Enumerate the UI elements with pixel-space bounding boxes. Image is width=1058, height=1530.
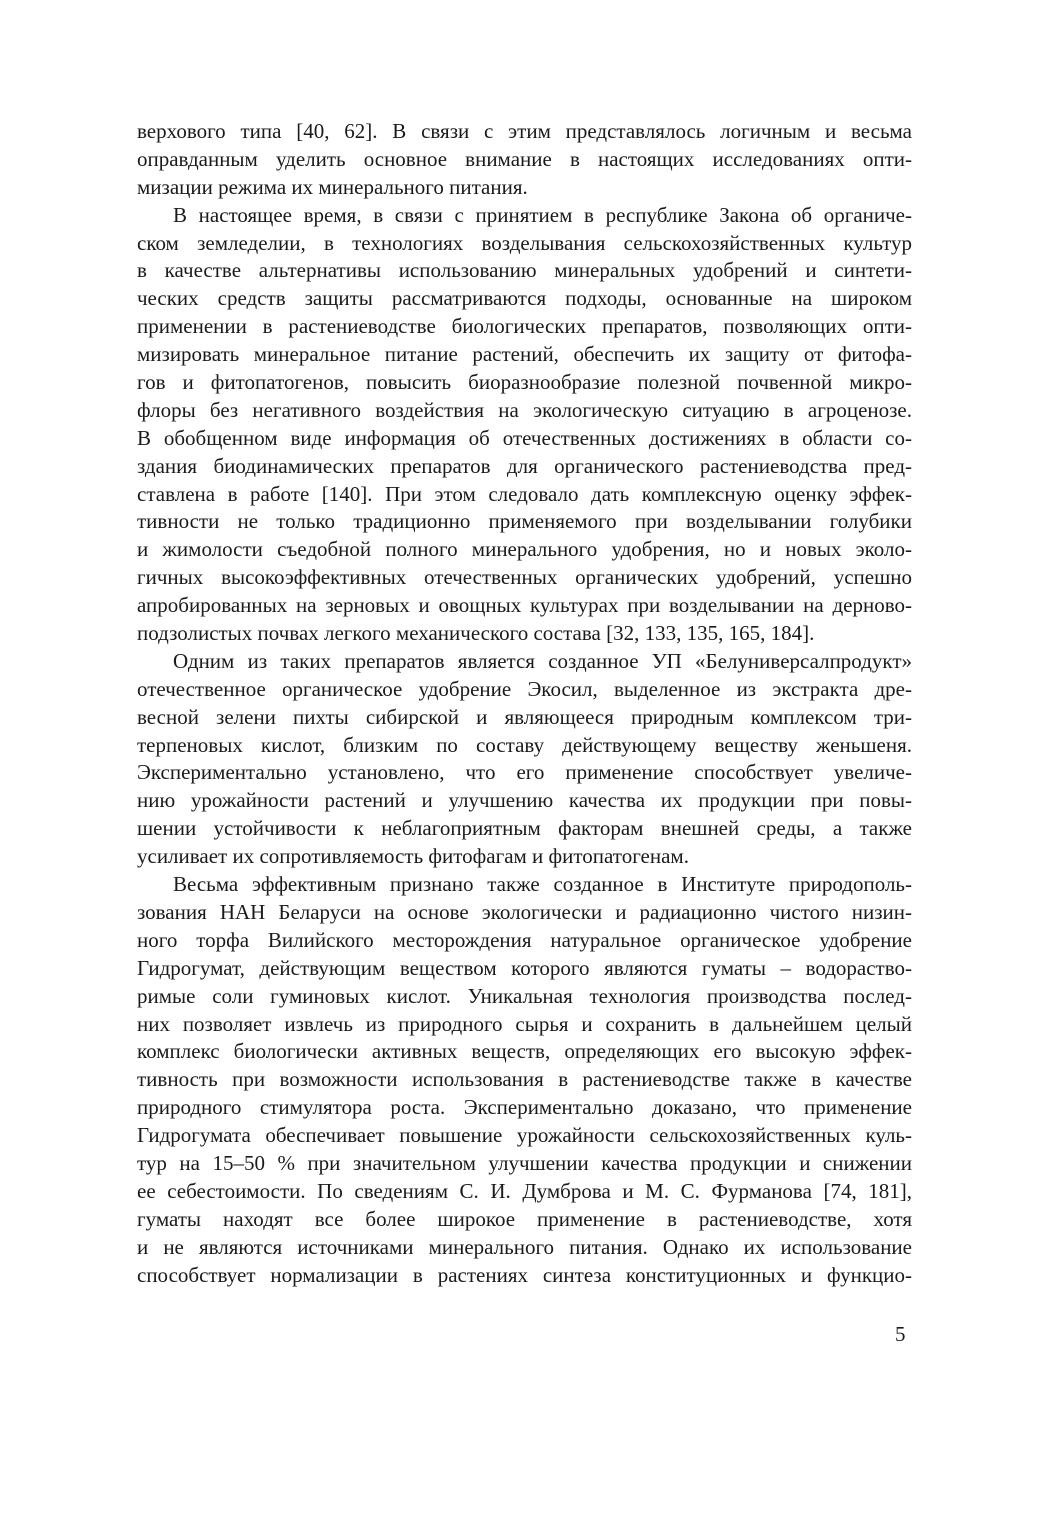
text-line: них позволяет извлечь из природного сырья и сохранить в дальнейшем целый xyxy=(137,1011,912,1036)
text-line: ческих средств защиты рассматриваются подходы, основанные на широком xyxy=(137,286,912,311)
text-line: и не являются источниками минерального питания. Однако их использование xyxy=(137,1234,912,1259)
paragraph xyxy=(137,648,912,871)
text-line: мизации режима их минерального питания. xyxy=(137,174,528,199)
text-line: В настоящее время, в связи с принятием в республике Закона об органиче- xyxy=(173,202,912,227)
text-line: ного торфа Вилийского месторождения натуральное органическое удобрение xyxy=(137,927,912,952)
text-line: римые соли гуминовых кислот. Уникальная технология производства послед- xyxy=(137,983,912,1008)
text-line: усиливает их сопротивляемость фитофагам и фитопатогенам. xyxy=(137,844,689,869)
text-line: применении в растениеводстве биологических препаратов, позволяющих опти- xyxy=(137,314,912,339)
text-line: гичных высокоэффективных отечественных органических удобрений, успешно xyxy=(137,565,912,590)
text-line: В обобщенном виде информация об отечественных достижениях в области со- xyxy=(137,425,912,450)
text-line: терпеновых кислот, близким по составу действующему веществу женьшеня. xyxy=(137,732,912,757)
body-text xyxy=(137,118,912,1289)
text-line: Весьма эффективным признано также созданное в Институте природополь- xyxy=(173,872,912,897)
text-line: шении устойчивости к неблагоприятным факторам внешней среды, а также xyxy=(137,816,912,841)
text-line: зования НАН Беларуси на основе экологически и радиационно чистого низин- xyxy=(137,899,912,924)
text-line: нию урожайности растений и улучшению качества их продукции при повы- xyxy=(137,788,912,813)
page-number: 5 xyxy=(895,1322,906,1346)
text-line: гов и фитопатогенов, повысить биоразнообразие полезной почвенной микро- xyxy=(137,370,912,395)
text-line: тур на 15–50 % при значительном улучшении качества продукции и снижении xyxy=(137,1150,912,1175)
text-line: ее себестоимости. По сведениям С. И. Думброва и М. С. Фурманова [74, 181], xyxy=(137,1178,912,1203)
text-line: подзолистых почвах легкого механического состава [32, 133, 135, 165, 184]. xyxy=(137,621,815,646)
text-line: Экспериментально установлено, что его применение способствует увеличе- xyxy=(137,760,912,785)
text-line: отечественное органическое удобрение Экосил, выделенное из экстракта дре- xyxy=(137,676,912,701)
text-line: верхового типа [40, 62]. В связи с этим представлялось логичным и весьма xyxy=(137,119,912,143)
text-line: способствует нормализации в растениях синтеза конституционных и функцио- xyxy=(137,1262,912,1287)
text-line: тивность при возможности использования в растениеводстве также в качестве xyxy=(137,1067,912,1092)
text-line: Гидрогумата обеспечивает повышение урожайности сельскохозяйственных куль- xyxy=(137,1123,912,1148)
text-line: и жимолости съедобной полного минерального удобрения, но и новых эколо- xyxy=(137,537,912,562)
paragraph xyxy=(137,118,912,202)
text-line: апробированных на зерновых и овощных культурах при возделывании на дерново- xyxy=(137,593,912,618)
text-line: тивности не только традиционно применяемого при возделывании голубики xyxy=(137,509,912,534)
text-line: природного стимулятора роста. Экспериментально доказано, что применение xyxy=(137,1095,912,1120)
text-line: оправданным уделить основное внимание в настоящих исследованиях опти- xyxy=(137,146,912,171)
text-line: Одним из таких препаратов является созданное УП «Белуниверсалпродукт» xyxy=(173,648,912,673)
text-line: комплекс биологически активных веществ, определяющих его высокую эффек- xyxy=(137,1039,912,1064)
text-line: ском земледелии, в технологиях возделывания сельскохозяйственных культур xyxy=(137,230,912,255)
text-line: ставлена в работе [140]. При этом следовало дать комплексную оценку эффек- xyxy=(137,481,912,506)
text-line: в качестве альтернативы использованию минеральных удобрений и синтети- xyxy=(137,258,912,283)
text-line: Гидрогумат, действующим веществом которого являются гуматы – водораство- xyxy=(137,955,912,980)
paragraph xyxy=(137,202,912,648)
text-line: флоры без негативного воздействия на экологическую ситуацию в агроценозе. xyxy=(137,397,912,422)
text-line: здания биодинамических препаратов для органического растениеводства пред- xyxy=(137,453,912,478)
text-line: гуматы находят все более широкое применение в растениеводстве, хотя xyxy=(137,1206,912,1231)
text-line: мизировать минеральное питание растений, обеспечить их защиту от фитофа- xyxy=(137,342,912,367)
paragraph xyxy=(137,871,912,1289)
text-line: весной зелени пихты сибирской и являющееся природным комплексом три- xyxy=(137,704,912,729)
